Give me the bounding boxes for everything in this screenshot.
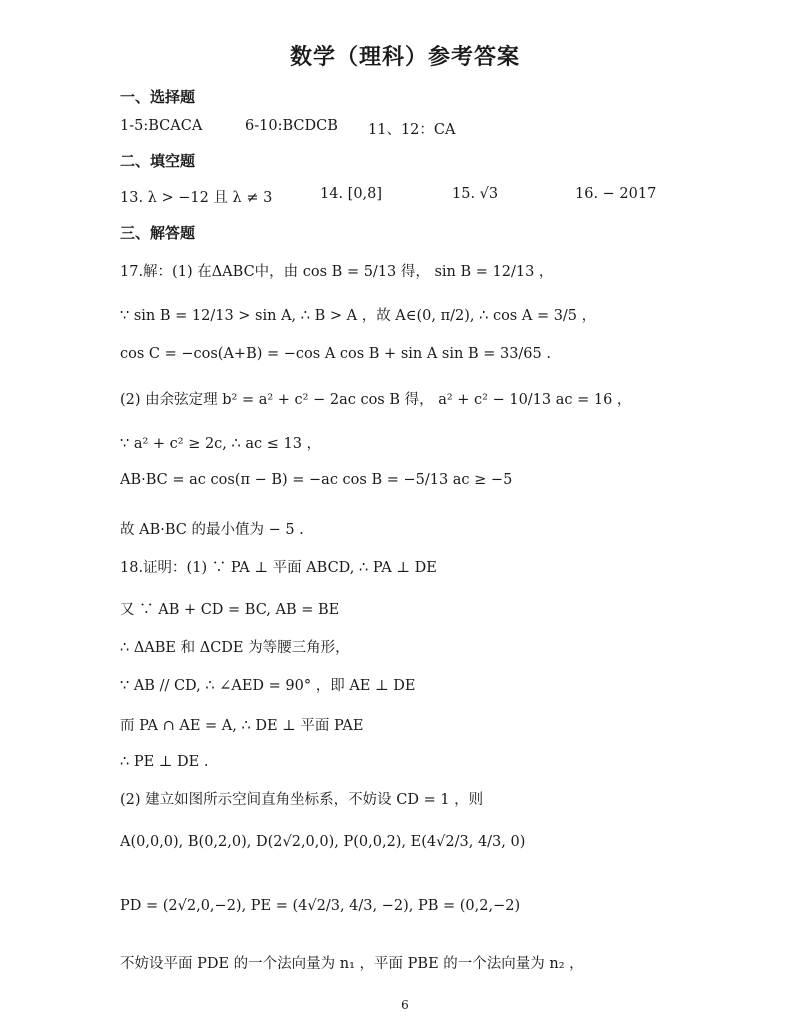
q18-line-1: 18.证明：(1) ∵ PA ⊥ 平面 ABCD, ∴ PA ⊥ DE [120,560,437,576]
q17-line-6: AB·BC = ac cos(π − B) = −ac cos B = −5/13 ac ≥ −5 [120,472,513,488]
q18-line-8: A(0,0,0), B(0,2,0), D(2√2,0,0), P(0,0,2), E(4√2/3, 4/3, 0) [120,834,526,850]
q17-line-1: 17.解：(1) 在ΔABC中，由 cos B = 5/13 得， sin B = 12/13 ， [120,264,554,280]
q17-line-2: ∵ sin B = 12/13 > sin A, ∴ B > A ，故 A∈(0, π/2), ∴ cos A = 3/5 ， [120,308,597,324]
q17-line-5: ∵ a² + c² ≥ 2c, ∴ ac ≤ 13 ， [120,436,322,452]
answer-16: 16. − 2017 [575,186,657,202]
q17-line-7: 故 AB·BC 的最小值为 − 5 . [120,522,304,538]
q18-line-3: ∴ ΔABE 和 ΔCDE 为等腰三角形， [120,640,350,656]
q18-line-5: 而 PA ∩ AE = A, ∴ DE ⊥ 平面 PAE [120,718,364,734]
q17-line-3: cos C = −cos(A+B) = −cos A cos B + sin A sin B = 33/65 . [120,346,551,362]
answer-6-10: 6-10:BCDCB [245,118,338,134]
q18-line-4: ∵ AB // CD, ∴ ∠AED = 90° ，即 AE ⊥ DE [120,678,416,694]
section-heading-choice: 一、选择题 [120,88,196,106]
section-heading-fill: 二、填空题 [120,152,196,170]
q18-line-9: PD = (2√2,0,−2), PE = (4√2/3, 4/3, −2), PB = (0,2,−2) [120,898,521,914]
answer-15: 15. √3 [452,186,499,202]
q18-line-2: 又 ∵ AB + CD = BC, AB = BE [120,602,340,618]
answer-14: 14. [0,8] [320,186,383,202]
answer-1-5: 1-5:BCACA [120,118,203,134]
q17-line-4: (2) 由余弦定理 b² = a² + c² − 2ac cos B 得， a² + c² − 10/13 ac = 16 ， [120,392,632,408]
section-heading-solution: 三、解答题 [120,224,196,242]
page-number: 6 [401,998,409,1012]
page-title: 数学（理科）参考答案 [289,44,520,70]
answer-13: 13. λ > −12 且 λ ≠ 3 [120,190,273,206]
answer-11-12: 11、12：CA [368,122,456,138]
q18-line-7: (2) 建立如图所示空间直角坐标系，不妨设 CD = 1 ，则 [120,792,484,808]
q18-line-10: 不妨设平面 PDE 的一个法向量为 n₁ ，平面 PBE 的一个法向量为 n₂ ， [120,956,584,972]
q18-line-6: ∴ PE ⊥ DE . [120,754,209,770]
